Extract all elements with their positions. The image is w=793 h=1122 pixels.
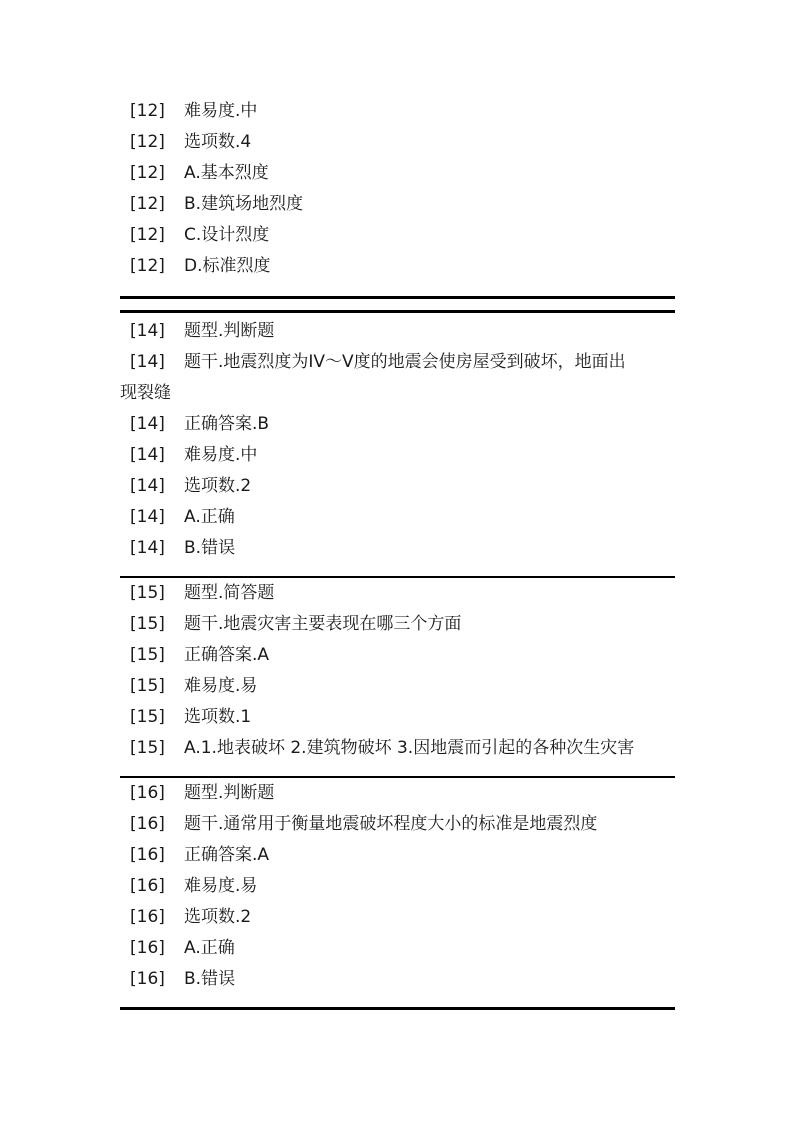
- list-item: [120, 347, 675, 378]
- question-field: 选项数.4: [184, 132, 252, 152]
- question-number: [16]: [130, 907, 165, 927]
- question-field: B.错误: [184, 538, 236, 558]
- question-number: [14]: [130, 321, 165, 341]
- question-field: 题干.通常用于衡量地震破坏程度大小的标准是地震烈度: [184, 814, 598, 834]
- question-number: [14]: [130, 445, 165, 465]
- question-number: [14]: [130, 507, 165, 527]
- question-number: [16]: [130, 938, 165, 958]
- question-number: [15]: [130, 676, 165, 696]
- question-number: [15]: [130, 583, 165, 603]
- question-number: [16]: [130, 969, 165, 989]
- question-field: B.建筑场地烈度: [184, 194, 304, 214]
- question-type: 题型.判断题: [184, 321, 275, 341]
- list-item: [120, 502, 675, 533]
- list-item: [120, 189, 675, 220]
- question-number: [14]: [130, 476, 165, 496]
- question-field: 题型.判断题: [184, 783, 275, 803]
- question-16-block: [120, 778, 675, 995]
- question-number: [15]: [130, 707, 165, 727]
- list-item: [120, 158, 675, 189]
- question-number: [16]: [130, 845, 165, 865]
- list-item: [120, 933, 675, 964]
- list-item: [120, 316, 675, 347]
- question-number: [16]: [130, 783, 165, 803]
- question-field: B.错误: [184, 969, 236, 989]
- list-item: [120, 702, 675, 733]
- question-number: [15]: [130, 645, 165, 665]
- document-page: [120, 96, 675, 1010]
- question-field: A.正确: [184, 507, 235, 527]
- list-item: [120, 220, 675, 251]
- question-number: [12]: [130, 225, 165, 245]
- question-field: 难易度.易: [184, 676, 258, 696]
- question-field: 正确答案.A: [184, 645, 270, 665]
- question-number: [16]: [130, 814, 165, 834]
- list-item: [120, 533, 675, 564]
- question-number: [14]: [130, 414, 165, 434]
- question-field: D.标准烈度: [184, 256, 271, 276]
- list-item: [120, 609, 675, 640]
- list-item: [120, 778, 675, 809]
- section-divider: [120, 1007, 675, 1010]
- question-15-block: [120, 578, 675, 764]
- question-number: [12]: [130, 132, 165, 152]
- question-field: 难易度.易: [184, 876, 258, 896]
- question-field: 选项数.1: [184, 707, 252, 727]
- question-field: 选项数.2: [184, 476, 252, 496]
- question-number: [12]: [130, 194, 165, 214]
- question-number: [12]: [130, 163, 165, 183]
- list-item: [120, 840, 675, 871]
- list-item: [120, 578, 675, 609]
- list-item: [120, 96, 675, 127]
- list-item: [120, 964, 675, 995]
- question-field: C.设计烈度: [184, 225, 270, 245]
- question-number: [12]: [130, 101, 165, 121]
- list-item: [120, 640, 675, 671]
- question-field: 难易度.中: [184, 445, 258, 465]
- list-item: [120, 409, 675, 440]
- list-item: [120, 471, 675, 502]
- list-item: [120, 871, 675, 902]
- list-item: [120, 733, 675, 764]
- question-field: 正确答案.A: [184, 845, 270, 865]
- list-item: [120, 127, 675, 158]
- question-stem: 题干.地震烈度为IV～V度的地震会使房屋受到破坏，地面出: [184, 352, 626, 372]
- question-field: 难易度.中: [184, 101, 258, 121]
- question-field: A.基本烈度: [184, 163, 269, 183]
- question-number: [15]: [130, 738, 165, 758]
- question-field: A.1.地表破坏 2.建筑物破坏 3.因地震而引起的各种次生灾害: [184, 738, 635, 758]
- question-field: 题干.地震灾害主要表现在哪三个方面: [184, 614, 462, 634]
- list-item: [120, 902, 675, 933]
- question-number: [15]: [130, 614, 165, 634]
- list-item: [120, 440, 675, 471]
- question-number: [12]: [130, 256, 165, 276]
- list-item: [120, 809, 675, 840]
- question-number: [14]: [130, 538, 165, 558]
- question-number: [14]: [130, 352, 165, 372]
- question-field: A.正确: [184, 938, 235, 958]
- question-number: [16]: [130, 876, 165, 896]
- question-field: 选项数.2: [184, 907, 252, 927]
- question-stem-continued: 现裂缝: [120, 383, 171, 403]
- question-field: 题型.简答题: [184, 583, 275, 603]
- question-12-block: [120, 96, 675, 282]
- list-item: [120, 671, 675, 702]
- list-item: [120, 251, 675, 282]
- question-14-block: [120, 316, 675, 564]
- question-field: 正确答案.B: [184, 414, 270, 434]
